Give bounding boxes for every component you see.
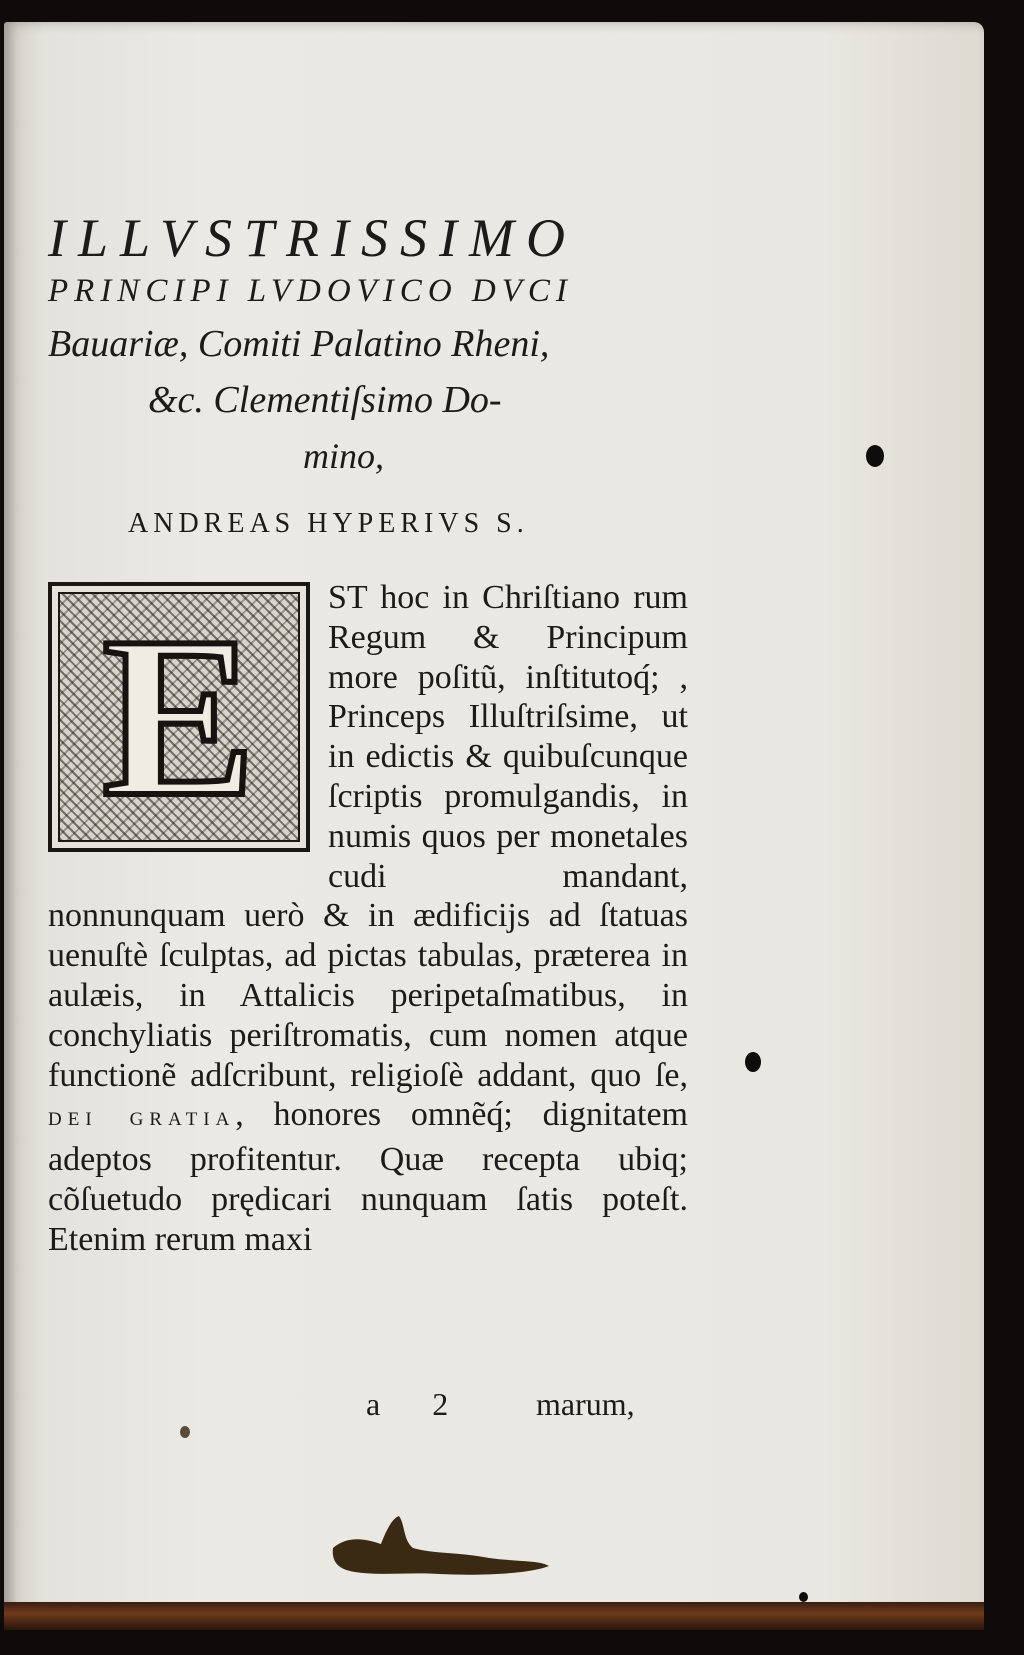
catchword: marum, xyxy=(536,1386,635,1422)
ink-spot xyxy=(799,1592,808,1602)
dei-gratia-small-caps: DEI GRATIA xyxy=(48,1109,236,1131)
body-text-part-1: ST hoc in Chriſtiano rum Regum & Principum more poſitũ, inſtitutoq́; , Princeps Illuſtriſsime, ut in edictis & quibuſcunque ſcriptis promulgandis, in numis quos per monetales cudi mandant, nonnunquam uerò & in ædificijs ad ſtatuas uenuſtè ſculptas, ad pictas tabulas, præterea in aulæis, in Attalicis peripetaſmatibus, in conchyliatis periſtromatis, cum nomen atque functionẽ adſcribunt, religioſè addant, quo ſe, xyxy=(48,579,688,1094)
dedication-line-3: Bauariæ, Comiti Palatino Rheni, xyxy=(48,323,550,365)
ink-stain xyxy=(329,1514,551,1578)
woodcut-initial-frame xyxy=(58,589,300,844)
dedication-line-4: &c. Clementiſsimo Do- xyxy=(148,379,502,421)
signature-mark: a 2 xyxy=(366,1386,471,1422)
initial-letter: E xyxy=(102,589,256,844)
dedication-line-5: mino, xyxy=(303,436,384,476)
author-heading: ANDREAS HYPERIVS S. xyxy=(128,508,529,539)
dedication-line-2: PRINCIPI LVDOVICO DVCI xyxy=(48,273,573,309)
ink-spot xyxy=(745,1052,761,1072)
page-footer xyxy=(366,1386,666,1423)
ink-spot xyxy=(866,445,884,467)
ink-spot xyxy=(180,1426,190,1438)
page-bottom-edge xyxy=(4,1602,984,1630)
book-page xyxy=(4,22,984,1630)
woodcut-initial xyxy=(48,582,310,852)
body-text-part-2: , honores omnẽq́; dignitatem adeptos profitentur. Quæ recepta ubiq; cõſuetudo prędicari nunquam ſatis poteſt. Etenim rerum maxi xyxy=(48,1096,688,1258)
page-text xyxy=(48,207,688,1260)
dedication-line-1: ILLVSTRISSIMO xyxy=(48,208,577,268)
